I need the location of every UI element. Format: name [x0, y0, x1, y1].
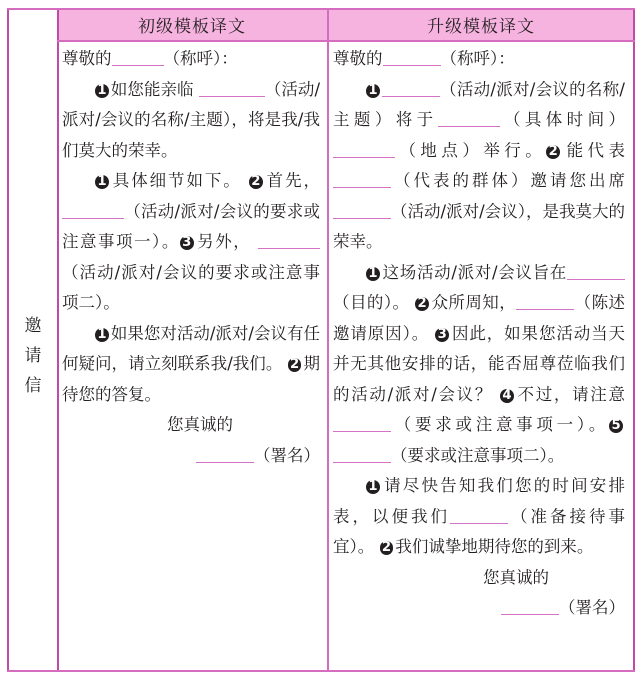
number-1-icon: 1	[366, 480, 380, 494]
basic-closing: 您真诚的	[167, 415, 233, 434]
number-1-icon: 1	[366, 84, 380, 98]
basic-paragraph-2: 1 具体细节如下。 2 首先， （活动/派对/会议的要求或注意事项一）。 3 另外， （活动/派对/会议的要求或注意事项二）。	[62, 171, 321, 312]
header-basic-label: 初级模板译文	[138, 16, 246, 37]
upgraded-closing: 您真诚的	[483, 567, 549, 587]
number-1-icon: 1	[366, 267, 380, 281]
blank-field	[567, 262, 625, 280]
border-top	[7, 8, 635, 10]
border-right	[633, 8, 635, 670]
blank-field	[333, 415, 391, 433]
row-label-char: 信	[24, 376, 42, 396]
border-label-divider	[57, 8, 59, 672]
number-3-icon: 3	[180, 236, 194, 250]
blank-field	[333, 445, 391, 463]
number-5-icon: 5	[609, 419, 623, 433]
number-2-icon: 2	[288, 358, 302, 372]
number-2-icon: 2	[546, 145, 560, 159]
border-column-divider	[327, 8, 329, 670]
blank-field	[438, 110, 500, 128]
number-4-icon: 4	[500, 389, 514, 403]
upgraded-paragraph-1: 1 （活动/派对/会议的名称/主题）将于 （具体时间）（地点）举行。 2 能代表（代表的群体）邀请您出席（活动/派对/会议），是我莫大的荣幸。	[333, 79, 626, 251]
blank-field	[333, 171, 391, 189]
upgraded-signature: （署名）	[333, 593, 625, 624]
number-2-icon: 2	[415, 297, 429, 311]
blank-field	[62, 201, 124, 219]
blank-field	[333, 201, 391, 219]
blank-field	[501, 598, 559, 616]
blank-field	[382, 79, 440, 97]
row-label-char: 邀	[24, 316, 42, 336]
basic-paragraph-1: 1 如您能亲临 （活动/派对/会议的名称/主题），将是我/我们莫大的荣幸。	[62, 79, 321, 160]
row-label-invitation-letter	[9, 42, 57, 670]
number-2-icon: 2	[249, 175, 263, 189]
blank-field	[450, 506, 508, 524]
basic-signature: （署名）	[62, 441, 320, 472]
number-1-icon: 1	[95, 175, 109, 189]
header-upgraded-label: 升级模板译文	[427, 16, 535, 37]
blank-field	[258, 232, 320, 250]
border-bottom	[7, 670, 635, 672]
upgraded-paragraph-3: 1 请尽快告知我们您的时间安排表，以便我们 （准备接待事宜）。 2 我们诚挚地期待您的到来。	[333, 476, 625, 556]
blank-field	[112, 49, 164, 67]
border-header-bottom	[57, 40, 635, 42]
basic-paragraph-3: 1 如果您对活动/派对/会议有任何疑问，请立刻联系我/我们。 2 期待您的答复。	[62, 323, 321, 404]
row-label-char: 请	[24, 346, 42, 366]
basic-template-column	[62, 44, 320, 471]
upgraded-paragraph-2: 1 这场活动/派对/会议旨在（目的）。 2 众所周知， （陈述邀请原因）。 3 因此，如果您活动当天并无其他安排的话，能否屈尊莅临我们的活动/派对/会议？ 4 不过，请注意（要求或注意事项一）。 5（要求或注意事项二）。	[333, 262, 626, 465]
number-3-icon: 3	[435, 328, 449, 342]
number-2-icon: 2	[380, 541, 394, 555]
blank-field	[333, 140, 395, 158]
upgraded-greeting: 尊敬的 （称呼）：	[333, 49, 515, 68]
blank-field	[383, 49, 441, 67]
basic-greeting: 尊敬的 （称呼）：	[62, 49, 238, 68]
blank-field	[196, 445, 254, 463]
blank-field	[516, 293, 574, 311]
blank-field	[199, 79, 265, 97]
header-basic-template	[57, 8, 327, 40]
number-1-icon: 1	[95, 84, 109, 98]
number-1-icon: 1	[95, 328, 109, 342]
header-upgraded-template	[329, 8, 633, 40]
upgraded-template-column	[333, 44, 625, 624]
